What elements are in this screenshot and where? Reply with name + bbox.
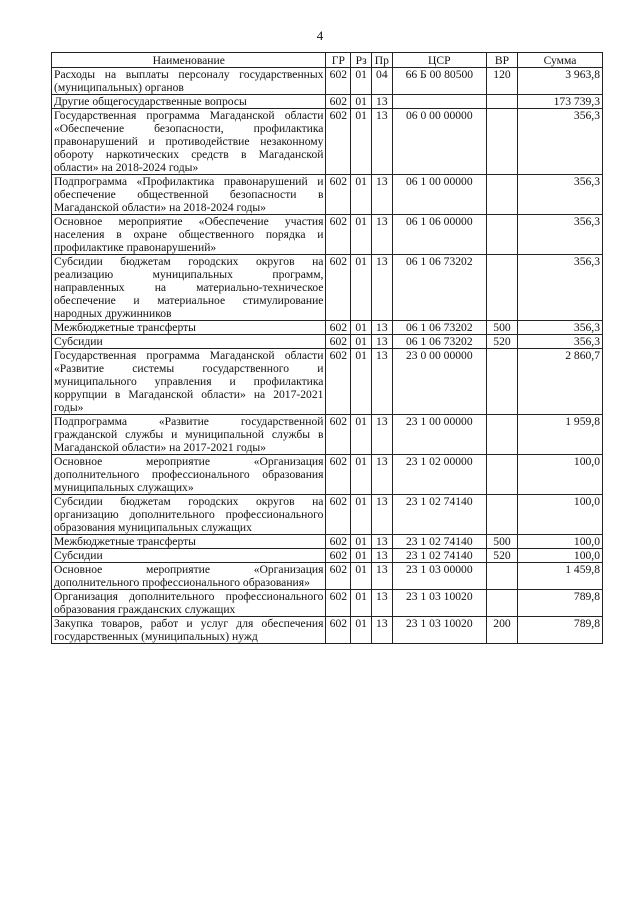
page-number: 4 (316, 28, 324, 43)
cell-csr: 06 1 06 73202 (392, 321, 486, 335)
cell-name: Субсидии (52, 549, 326, 563)
cell-pr: 13 (372, 617, 393, 644)
cell-pr: 13 (372, 349, 393, 415)
cell-vr (486, 109, 517, 175)
cell-rz: 01 (351, 549, 372, 563)
cell-rz: 01 (351, 617, 372, 644)
cell-csr: 23 1 02 00000 (392, 455, 486, 495)
cell-vr (486, 495, 517, 535)
cell-csr: 06 1 00 00000 (392, 175, 486, 215)
table-row (52, 590, 603, 617)
cell-name: Подпрограмма «Развитие государственной гражданской службы и муниципальной службы в Магаданской области» на 2017-2021 годы» (52, 415, 326, 455)
cell-pr: 13 (372, 95, 393, 109)
cell-rz: 01 (351, 215, 372, 255)
cell-pr: 13 (372, 590, 393, 617)
cell-pr: 13 (372, 549, 393, 563)
cell-sum: 173 739,3 (518, 95, 603, 109)
cell-csr: 06 1 06 00000 (392, 215, 486, 255)
cell-gr: 602 (326, 68, 351, 95)
cell-name: Государственная программа Магаданской области «Обеспечение безопасности, профилактика правонарушений и противодействие незаконному обороту наркотических средств в Магаданской области» на 2018-2024 годы» (52, 109, 326, 175)
cell-name: Субсидии бюджетам городских округов на реализацию муниципальных программ, направленных на материально-техническое обеспечение и материальное стимулирование народных дружинников (52, 255, 326, 321)
table-row (52, 349, 603, 415)
cell-gr: 602 (326, 549, 351, 563)
cell-sum: 356,3 (518, 335, 603, 349)
cell-name: Подпрограмма «Профилактика правонарушений и обеспечение общественной безопасности в Магаданской области» на 2018-2024 годы» (52, 175, 326, 215)
cell-pr: 13 (372, 109, 393, 175)
cell-gr: 602 (326, 335, 351, 349)
cell-sum: 100,0 (518, 535, 603, 549)
cell-csr: 23 1 03 10020 (392, 617, 486, 644)
cell-rz: 01 (351, 321, 372, 335)
header-gr: ГР (326, 53, 351, 68)
table-row (52, 175, 603, 215)
cell-name: Субсидии бюджетам городских округов на организацию дополнительного профессионального образования муниципальных служащих (52, 495, 326, 535)
budget-table (51, 52, 603, 644)
cell-csr: 23 0 00 00000 (392, 349, 486, 415)
cell-gr: 602 (326, 495, 351, 535)
cell-gr: 602 (326, 590, 351, 617)
cell-name: Закупка товаров, работ и услуг для обеспечения государственных (муниципальных) нужд (52, 617, 326, 644)
cell-gr: 602 (326, 175, 351, 215)
cell-vr: 500 (486, 535, 517, 549)
table-row (52, 535, 603, 549)
cell-vr: 200 (486, 617, 517, 644)
table-row (52, 455, 603, 495)
cell-sum: 3 963,8 (518, 68, 603, 95)
cell-vr (486, 590, 517, 617)
cell-gr: 602 (326, 215, 351, 255)
cell-sum: 1 959,8 (518, 415, 603, 455)
cell-name: Другие общегосударственные вопросы (52, 95, 326, 109)
cell-csr (392, 95, 486, 109)
cell-vr (486, 255, 517, 321)
cell-sum: 100,0 (518, 495, 603, 535)
table-row (52, 68, 603, 95)
cell-name: Государственная программа Магаданской области «Развитие системы государственного и муниципального управления и профилактика коррупции в Магаданской области» на 2017-2021 годы» (52, 349, 326, 415)
cell-pr: 13 (372, 535, 393, 549)
table-row (52, 215, 603, 255)
cell-csr: 23 1 03 10020 (392, 590, 486, 617)
cell-vr (486, 175, 517, 215)
cell-pr: 13 (372, 335, 393, 349)
cell-sum: 356,3 (518, 321, 603, 335)
cell-vr: 520 (486, 549, 517, 563)
table-body (52, 68, 603, 644)
cell-rz: 01 (351, 175, 372, 215)
cell-pr: 13 (372, 495, 393, 535)
cell-csr: 23 1 02 74140 (392, 495, 486, 535)
cell-vr: 520 (486, 335, 517, 349)
cell-pr: 13 (372, 415, 393, 455)
cell-name: Основное мероприятие «Обеспечение участия населения в охране общественного порядка и профилактике правонарушений» (52, 215, 326, 255)
cell-pr: 13 (372, 215, 393, 255)
cell-gr: 602 (326, 563, 351, 590)
cell-vr (486, 415, 517, 455)
cell-rz: 01 (351, 349, 372, 415)
cell-rz: 01 (351, 68, 372, 95)
cell-sum: 356,3 (518, 109, 603, 175)
cell-rz: 01 (351, 535, 372, 549)
cell-pr: 13 (372, 455, 393, 495)
cell-csr: 06 1 06 73202 (392, 335, 486, 349)
cell-csr: 06 1 06 73202 (392, 255, 486, 321)
cell-sum: 789,8 (518, 617, 603, 644)
cell-rz: 01 (351, 455, 372, 495)
cell-rz: 01 (351, 590, 372, 617)
cell-vr (486, 95, 517, 109)
cell-rz: 01 (351, 95, 372, 109)
cell-gr: 602 (326, 617, 351, 644)
cell-name: Межбюджетные трансферты (52, 321, 326, 335)
table-row (52, 563, 603, 590)
table-row (52, 109, 603, 175)
cell-csr: 23 1 03 00000 (392, 563, 486, 590)
cell-csr: 66 Б 00 80500 (392, 68, 486, 95)
cell-csr: 06 0 00 00000 (392, 109, 486, 175)
cell-gr: 602 (326, 349, 351, 415)
cell-gr: 602 (326, 455, 351, 495)
cell-rz: 01 (351, 415, 372, 455)
table-header (52, 53, 603, 68)
header-csr: ЦСР (392, 53, 486, 68)
table-row (52, 617, 603, 644)
cell-rz: 01 (351, 255, 372, 321)
cell-vr: 120 (486, 68, 517, 95)
cell-name: Организация дополнительного профессионального образования гражданских служащих (52, 590, 326, 617)
cell-sum: 2 860,7 (518, 349, 603, 415)
cell-gr: 602 (326, 255, 351, 321)
cell-vr (486, 455, 517, 495)
cell-vr (486, 349, 517, 415)
cell-gr: 602 (326, 415, 351, 455)
cell-gr: 602 (326, 95, 351, 109)
cell-rz: 01 (351, 563, 372, 590)
cell-sum: 1 459,8 (518, 563, 603, 590)
header-name: Наименование (52, 53, 326, 68)
table-row (52, 549, 603, 563)
cell-pr: 13 (372, 255, 393, 321)
cell-pr: 13 (372, 563, 393, 590)
cell-pr: 04 (372, 68, 393, 95)
cell-gr: 602 (326, 535, 351, 549)
cell-sum: 356,3 (518, 255, 603, 321)
cell-sum: 789,8 (518, 590, 603, 617)
cell-name: Субсидии (52, 335, 326, 349)
cell-csr: 23 1 02 74140 (392, 549, 486, 563)
cell-csr: 23 1 02 74140 (392, 535, 486, 549)
cell-vr (486, 563, 517, 590)
header-pr: Пр (372, 53, 393, 68)
cell-gr: 602 (326, 321, 351, 335)
table-row (52, 335, 603, 349)
cell-name: Основное мероприятие «Организация дополнительного профессионального образования муниципальных служащих» (52, 455, 326, 495)
header-vr: ВР (486, 53, 517, 68)
cell-vr: 500 (486, 321, 517, 335)
cell-sum: 100,0 (518, 455, 603, 495)
cell-rz: 01 (351, 109, 372, 175)
cell-pr: 13 (372, 321, 393, 335)
cell-rz: 01 (351, 495, 372, 535)
cell-vr (486, 215, 517, 255)
cell-name: Расходы на выплаты персоналу государственных (муниципальных) органов (52, 68, 326, 95)
cell-pr: 13 (372, 175, 393, 215)
cell-gr: 602 (326, 109, 351, 175)
header-rz: Рз (351, 53, 372, 68)
cell-csr: 23 1 00 00000 (392, 415, 486, 455)
cell-name: Основное мероприятие «Организация дополнительного профессионального образования» (52, 563, 326, 590)
table-row (52, 95, 603, 109)
header-sum: Сумма (518, 53, 603, 68)
table-row (52, 321, 603, 335)
cell-name: Межбюджетные трансферты (52, 535, 326, 549)
table-row (52, 255, 603, 321)
table-row (52, 495, 603, 535)
cell-rz: 01 (351, 335, 372, 349)
table-row (52, 415, 603, 455)
cell-sum: 356,3 (518, 175, 603, 215)
cell-sum: 356,3 (518, 215, 603, 255)
cell-sum: 100,0 (518, 549, 603, 563)
